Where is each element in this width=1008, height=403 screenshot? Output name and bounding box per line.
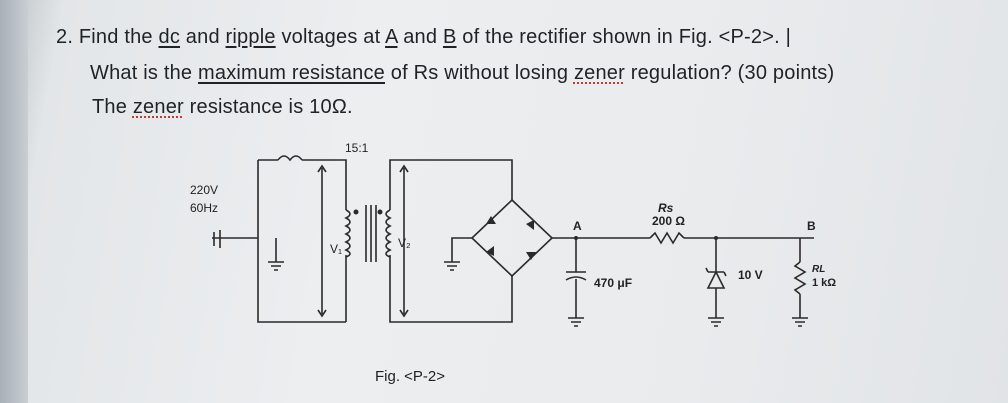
secondary-wire-bottom [390, 255, 450, 322]
term-ripple: ripple [225, 26, 276, 48]
zener-diode-10v [706, 268, 726, 288]
bridge-bottom-wire [450, 276, 512, 322]
ac-plug-symbol [212, 230, 258, 248]
question-line-2: What is the maximum resistance of Rs without losing zener regulation? (30 points) [90, 62, 835, 84]
term-node-b: B [442, 26, 457, 48]
v1-label: V₁ [330, 242, 343, 256]
term-maximum-resistance: maximum resistance [198, 62, 385, 84]
text-cursor: | [785, 26, 792, 48]
capacitor-value: 470 μF [594, 276, 633, 290]
dot-primary [354, 210, 359, 215]
junction-a [574, 236, 578, 240]
rl-label: RL [812, 264, 826, 275]
primary-wire-top [258, 160, 346, 322]
source-voltage-label: 220V [190, 183, 219, 197]
bridge-left-wire [452, 238, 472, 262]
fuse-symbol [278, 156, 302, 160]
dot-secondary [378, 210, 383, 215]
v2-label: V₂ [398, 236, 411, 250]
capacitor-470uf [566, 272, 586, 280]
node-a-label: A [573, 219, 582, 233]
source-frequency-label: 60Hz [190, 201, 219, 215]
rs-label: Rs [658, 201, 674, 215]
turns-ratio-label: 15:1 [345, 141, 369, 155]
resistor-rs [650, 233, 684, 243]
bridge-rectifier [472, 200, 552, 276]
primary-wire-top-2 [302, 160, 346, 210]
term-zener-2: zener [132, 96, 184, 118]
primary-coil [346, 210, 350, 257]
rl-value: 1 kΩ [812, 277, 837, 289]
diode-arrows [486, 216, 536, 260]
question-line-1: 2. Find the dc and ripple voltages at A and B of the rectifier shown in Fig. <P-2>. | [56, 26, 792, 48]
rs-value: 200 Ω [652, 214, 685, 228]
secondary-wire [390, 160, 512, 210]
node-b-label: B [807, 219, 816, 233]
secondary-coil [386, 210, 390, 257]
transformer-core [366, 205, 376, 262]
zener-value: 10 V [738, 268, 763, 282]
ground-source [268, 238, 284, 270]
question-number: 2. [56, 26, 74, 48]
question-line-3: The zener resistance is 10Ω. [92, 96, 353, 118]
term-node-a: A [385, 26, 398, 48]
resistor-rl [795, 262, 805, 294]
term-zener: zener [573, 62, 625, 84]
junction-zener [714, 236, 718, 240]
term-dc: dc [158, 26, 181, 48]
figure-caption: Fig. <P-2> [375, 368, 446, 385]
